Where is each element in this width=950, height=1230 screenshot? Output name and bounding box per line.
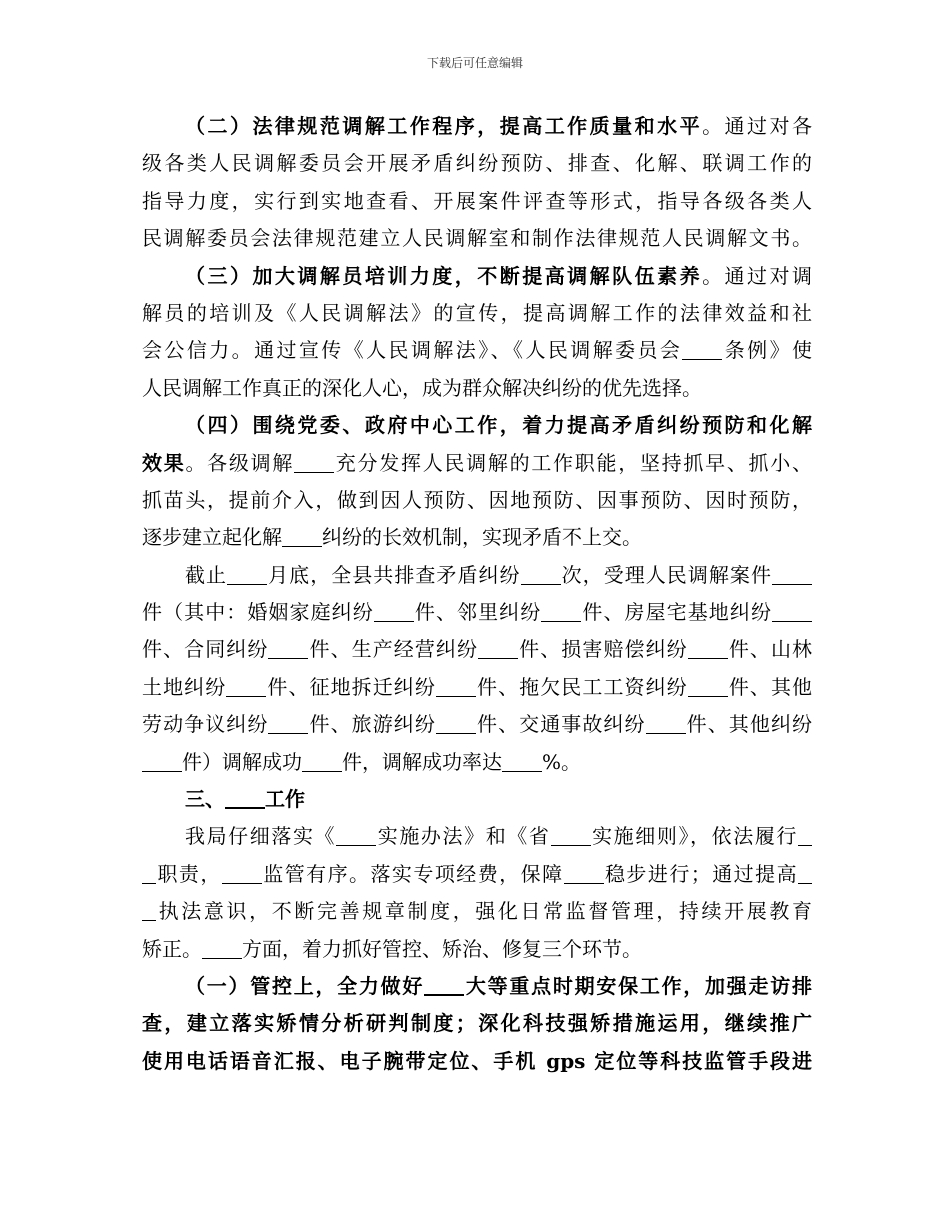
line-text: 。通过对调: [702, 263, 813, 288]
fill-in-blank: [268, 711, 308, 734]
fill-in-blank: [772, 599, 812, 622]
text-line: [142, 631, 812, 668]
fill-in-blank: [564, 861, 604, 884]
text-line: [142, 856, 812, 893]
line-text: 件，调解成功率达: [342, 749, 502, 774]
line-text: 方面，着力抓好管控、矫治、修复三个环节。: [242, 936, 642, 961]
fill-in-blank: [142, 749, 182, 772]
section-heading: （三）加大调解员培训力度，不断提高调解队伍素养: [185, 263, 703, 288]
line-text: 我局仔细落实《: [185, 824, 337, 849]
line-text: 指导力度，实行到实地查看、开展案件评查等形式，指导各级各类人: [142, 188, 812, 213]
text-line: [142, 370, 812, 407]
fill-in-blank: [336, 823, 376, 846]
line-text: 件、生产经营纠纷: [308, 637, 479, 662]
line-text: 执法意识，不断完善规章制度，强化日常监督管理，持续开展教育: [156, 899, 812, 924]
section-heading: 效果: [142, 450, 186, 475]
line-text: 月底，全县共排查矛盾纠纷: [267, 562, 521, 587]
text-line: [142, 108, 812, 145]
line-text: 件、旅游纠纷: [308, 712, 436, 737]
line-text: 抓苗头，提前介入，做到因人预防、因地预防、因事预防、因时预防，: [142, 487, 812, 512]
fill-in-blank: [688, 636, 728, 659]
text-line: [142, 332, 812, 369]
fill-in-blank: [424, 972, 464, 996]
line-text: 件、拖欠民工工资纠纷: [475, 674, 688, 699]
text-line: [142, 968, 812, 1005]
fill-in-blank: [798, 823, 812, 846]
text-line: [142, 258, 812, 295]
line-text: 劳动争议纠纷: [142, 712, 269, 737]
text-line: [142, 1043, 812, 1080]
fill-in-blank: [226, 674, 266, 697]
line-text: 使用电话语音汇报、电子腕带定位、手机 gps 定位等科技监管手段进: [142, 1048, 812, 1073]
line-text: 土地纠纷: [142, 674, 227, 699]
text-line: [142, 220, 812, 257]
line-text: 充分发挥人民调解的工作职能，坚持抓早、抓小、: [334, 450, 813, 475]
fill-in-blank: [202, 936, 242, 959]
fill-in-blank: [688, 674, 728, 697]
text-line: [142, 557, 812, 594]
line-text: 纠纷的长效机制，实现矛盾不上交。: [322, 525, 642, 550]
line-text: 条例》使: [722, 338, 813, 363]
fill-in-blank: [478, 636, 518, 659]
text-line: [142, 445, 812, 482]
line-text: 监管有序。落实专项经费，保障: [261, 861, 564, 886]
text-line: [142, 519, 812, 556]
line-text: 查，建立落实矫情分析研判制度；深化科技强矫措施运用，继续推广: [142, 1011, 812, 1036]
fill-in-blank: [436, 711, 476, 734]
fill-in-blank: [436, 674, 476, 697]
fill-in-blank: [282, 524, 322, 547]
section-heading: 工作: [265, 787, 305, 812]
fill-in-blank: [222, 861, 262, 884]
fill-in-blank: [142, 861, 156, 884]
text-line: [142, 482, 812, 519]
line-text: 截止: [185, 562, 228, 587]
fill-in-blank: [302, 749, 342, 772]
section-heading: （二）法律规范调解工作程序，提高工作质量和水平: [185, 114, 703, 138]
fill-in-blank: [551, 823, 591, 846]
fill-in-blank: [521, 562, 561, 585]
line-text: 件、征地拆迁纠纷: [266, 674, 436, 699]
text-line: [142, 931, 812, 968]
fill-in-blank: [502, 749, 542, 772]
line-text: 稳步进行；通过提高: [603, 861, 799, 886]
line-text: 实施细则》，依法履行: [590, 824, 799, 849]
line-text: 件、其他纠纷: [685, 712, 813, 737]
line-text: 人民调解工作真正的深化人心，成为群众解决纠纷的优先选择。: [142, 375, 702, 400]
line-text: 件、损害赔偿纠纷: [518, 637, 688, 662]
text-line: [142, 744, 812, 781]
line-text: 件、其他: [727, 674, 813, 699]
line-text: 件）调解成功: [182, 749, 302, 774]
line-text: 件、山林: [727, 637, 813, 662]
line-text: 矫正。: [142, 936, 202, 961]
line-text: 件、合同纠纷: [142, 637, 269, 662]
line-text: 大等重点时期安保工作，加强走访排: [464, 973, 813, 998]
document-body: [142, 108, 812, 1080]
line-text: 。各级调解: [185, 450, 295, 475]
fill-in-blank: [268, 636, 308, 659]
line-text: 件、交通事故纠纷: [475, 712, 646, 737]
line-text: 逐步建立起化解: [142, 525, 282, 550]
line-text: 件（其中：婚姻家庭纠纷: [142, 600, 374, 625]
text-line: [142, 295, 812, 332]
text-line: [142, 1005, 812, 1042]
fill-in-blank: [374, 599, 414, 622]
text-line: [142, 818, 812, 855]
fill-in-blank: [772, 562, 812, 585]
text-line: [142, 594, 812, 631]
text-line: [142, 706, 812, 743]
line-text: 民调解委员会法律规范建立人民调解室和制作法律规范人民调解文书。: [142, 226, 812, 251]
section-heading: 三、: [185, 787, 225, 812]
fill-in-blank: [227, 562, 267, 585]
section-heading: （四）围绕党委、政府中心工作，着力提高矛盾纠纷预防和化解: [185, 413, 812, 438]
line-text: 解员的培训及《人民调解法》的宣传，提高调解工作的法律效益和社: [142, 300, 812, 325]
text-line: [142, 781, 812, 818]
fill-in-blank: [682, 337, 722, 360]
line-text: 。通过对各: [702, 114, 813, 138]
text-line: [142, 407, 812, 444]
text-line: [142, 893, 812, 930]
fill-in-blank: [541, 599, 581, 622]
line-text: 职责，: [156, 861, 222, 886]
fill-in-blank: [646, 711, 686, 734]
line-text: 级各类人民调解委员会开展矛盾纠纷预防、排查、化解、联调工作的: [142, 151, 812, 176]
line-text: 件、邻里纠纷: [413, 600, 542, 625]
line-text: 次，受理人民调解案件: [560, 562, 773, 587]
fill-in-blank: [225, 785, 265, 809]
line-text: （一）管控上，全力做好: [185, 973, 425, 998]
fill-in-blank: [142, 898, 156, 921]
text-line: [142, 183, 812, 220]
text-line: [142, 669, 812, 706]
line-text: 会公信力。通过宣传《人民调解法》、《人民调解委员会: [142, 338, 683, 363]
fill-in-blank: [798, 861, 812, 884]
line-text: %。: [542, 749, 582, 774]
fill-in-blank: [294, 450, 334, 473]
page-header: 下载后可任意编辑: [426, 56, 523, 70]
text-line: [142, 145, 812, 182]
line-text: 件、房屋宅基地纠纷: [581, 600, 773, 625]
line-text: 实施办法》和《省: [376, 824, 551, 849]
